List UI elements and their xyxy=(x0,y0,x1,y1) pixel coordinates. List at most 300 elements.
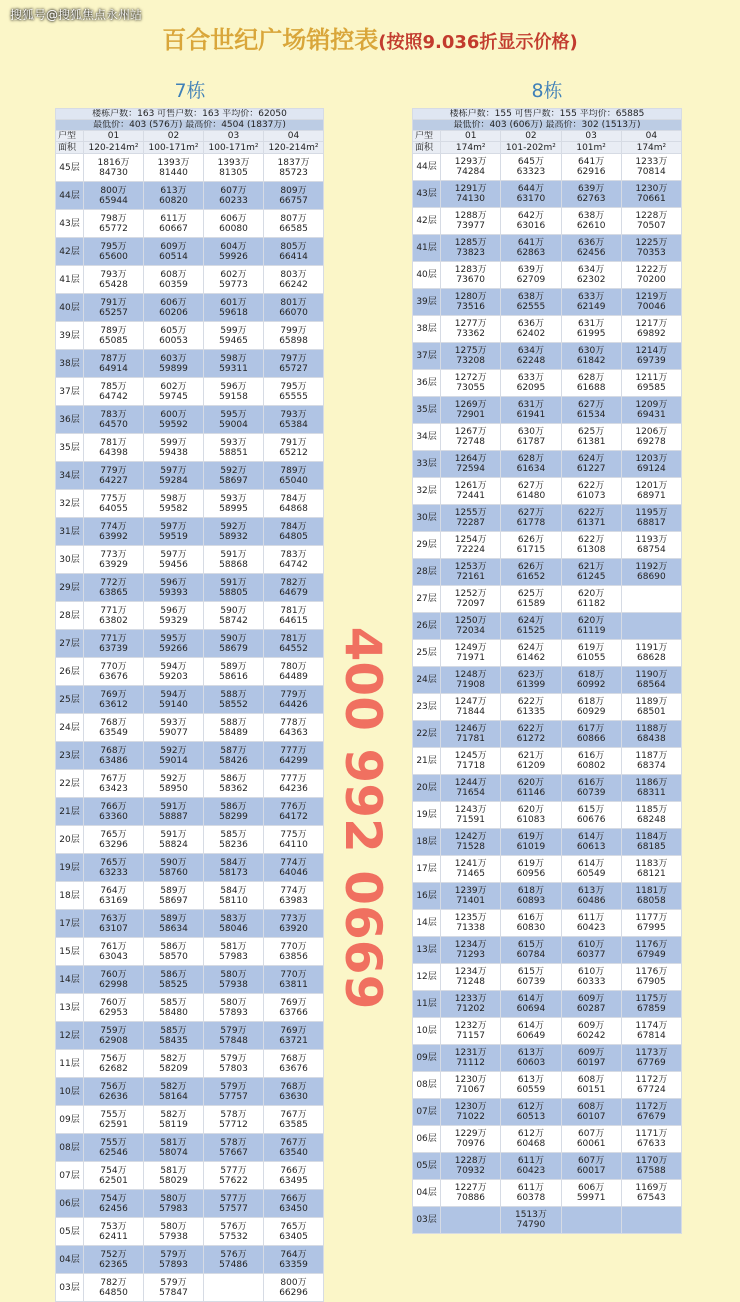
unit-cell xyxy=(84,1246,144,1274)
unit-price-per-sqm: 62456 xyxy=(99,1203,128,1214)
unit-cell xyxy=(621,532,681,559)
unit-total-price: 580万 xyxy=(160,1193,187,1204)
unit-price-per-sqm: 58932 xyxy=(219,531,248,542)
unit-cell xyxy=(144,238,204,266)
unit-total-price: 1233万 xyxy=(454,994,487,1004)
unit-total-price: 1183万 xyxy=(635,859,668,869)
unit-price-per-sqm: 61534 xyxy=(576,410,606,420)
unit-cell xyxy=(144,966,204,994)
unit-price-per-sqm: 73670 xyxy=(456,275,486,285)
unit-price-per-sqm: 59329 xyxy=(159,615,188,626)
unit-cell xyxy=(204,1246,264,1274)
unit-total-price: 768万 xyxy=(280,1053,307,1064)
unit-cell xyxy=(501,289,561,316)
unit-total-price: 1176万 xyxy=(635,967,668,977)
unit-price-per-sqm: 66414 xyxy=(279,251,308,262)
floor-label: 12层 xyxy=(413,964,441,991)
unit-total-price: 598万 xyxy=(220,353,247,364)
floor-label: 03层 xyxy=(413,1207,441,1234)
unit-cell xyxy=(264,910,324,938)
unit-price-per-sqm: 67543 xyxy=(637,1193,666,1203)
unit-total-price: 622万 xyxy=(578,535,605,545)
unit-cell xyxy=(264,490,324,518)
unit-price-per-sqm: 68754 xyxy=(637,545,666,555)
unit-cell xyxy=(441,613,501,640)
floor-label: 21层 xyxy=(413,748,441,775)
building-8-table xyxy=(412,108,682,1234)
unit-price-per-sqm: 65600 xyxy=(99,251,128,262)
unit-cell xyxy=(501,586,561,613)
unit-total-price: 616万 xyxy=(578,778,605,788)
unit-cell xyxy=(264,994,324,1022)
area-header: 101m² xyxy=(561,142,621,154)
unit-price-per-sqm: 60694 xyxy=(516,1004,546,1014)
unit-total-price: 1170万 xyxy=(635,1156,668,1166)
unit-cell xyxy=(264,1078,324,1106)
unit-total-price: 765万 xyxy=(100,829,127,840)
unit-total-price: 579万 xyxy=(160,1249,187,1260)
unit-total-price: 594万 xyxy=(160,689,187,700)
unit-cell xyxy=(264,854,324,882)
unit-total-price: 1173万 xyxy=(635,1048,668,1058)
unit-cell xyxy=(561,910,621,937)
unit-price-per-sqm: 61688 xyxy=(576,383,606,393)
unit-price-per-sqm: 61589 xyxy=(516,599,546,609)
unit-total-price: 780万 xyxy=(280,661,307,672)
unit-cell xyxy=(441,775,501,802)
floor-row xyxy=(413,289,682,316)
unit-cell xyxy=(561,370,621,397)
unit-total-price: 627万 xyxy=(517,508,545,518)
unit-total-price: 601万 xyxy=(220,297,247,308)
unit-total-price: 596万 xyxy=(160,605,187,616)
unit-price-per-sqm: 62149 xyxy=(576,302,606,312)
unit-cell xyxy=(264,966,324,994)
unit-total-price: 793万 xyxy=(280,409,307,420)
unit-price-per-sqm: 59077 xyxy=(159,727,188,738)
unit-price-per-sqm: 62365 xyxy=(99,1259,128,1270)
unit-total-price: 1393万 xyxy=(217,157,250,168)
unit-price-per-sqm: 70353 xyxy=(637,248,666,258)
unit-cell xyxy=(204,322,264,350)
unit-cell xyxy=(264,462,324,490)
unit-cell xyxy=(144,938,204,966)
page-title xyxy=(0,20,740,55)
unit-total-price: 1293万 xyxy=(454,157,487,167)
unit-cell xyxy=(264,770,324,798)
floor-row xyxy=(413,1126,682,1153)
floor-row xyxy=(56,1106,324,1134)
unit-price-per-sqm: 68971 xyxy=(637,491,666,501)
floor-label: 20层 xyxy=(56,826,84,854)
unit-price-per-sqm: 60513 xyxy=(516,1112,546,1122)
unit-cell xyxy=(144,602,204,630)
unit-cell xyxy=(84,686,144,714)
unit-cell xyxy=(144,350,204,378)
floor-label: 29层 xyxy=(413,532,441,559)
unit-cell xyxy=(501,910,561,937)
floor-row xyxy=(413,478,682,505)
floor-row xyxy=(56,378,324,406)
unit-cell xyxy=(84,966,144,994)
unit-price-per-sqm: 64742 xyxy=(279,559,308,570)
unit-total-price: 645万 xyxy=(517,157,545,167)
unit-total-price: 583万 xyxy=(220,913,247,924)
unit-total-price: 1184万 xyxy=(635,832,668,842)
unit-total-price: 1192万 xyxy=(635,562,668,572)
unit-cell xyxy=(501,370,561,397)
unit-price-per-sqm: 71591 xyxy=(456,815,486,825)
unit-total-price: 585万 xyxy=(160,997,187,1008)
unit-cell xyxy=(561,451,621,478)
unit-total-price: 615万 xyxy=(517,967,545,977)
unit-cell xyxy=(441,1018,501,1045)
unit-cell xyxy=(204,1162,264,1190)
unit-price-per-sqm: 64489 xyxy=(279,671,308,682)
unit-total-price: 797万 xyxy=(280,353,307,364)
unit-total-price: 606万 xyxy=(578,1183,605,1193)
unit-price-per-sqm: 57848 xyxy=(219,1035,248,1046)
unit-total-price: 1228万 xyxy=(454,1156,487,1166)
unit-cell xyxy=(441,505,501,532)
unit-total-price: 1190万 xyxy=(635,670,668,680)
unit-cell xyxy=(144,490,204,518)
unit-cell xyxy=(441,343,501,370)
unit-total-price: 1235万 xyxy=(454,913,487,923)
floor-row xyxy=(413,775,682,802)
unit-cell xyxy=(621,1072,681,1099)
floor-label: 09层 xyxy=(56,1106,84,1134)
unit-price-per-sqm: 63585 xyxy=(279,1119,308,1130)
unit-cell xyxy=(561,235,621,262)
unit-price-per-sqm: 66070 xyxy=(279,307,308,318)
unit-price-per-sqm: 61227 xyxy=(576,464,606,474)
unit-cell xyxy=(501,856,561,883)
floor-label: 19层 xyxy=(413,802,441,829)
unit-total-price: 1277万 xyxy=(454,319,487,329)
unit-cell xyxy=(204,1274,264,1302)
floor-row xyxy=(413,181,682,208)
unit-price-per-sqm: 59438 xyxy=(159,447,188,458)
unit-cell xyxy=(84,826,144,854)
floor-row xyxy=(56,518,324,546)
unit-cell xyxy=(561,181,621,208)
unit-price-per-sqm: 63856 xyxy=(279,951,308,962)
floor-label: 08层 xyxy=(413,1072,441,1099)
unit-price-per-sqm: 68564 xyxy=(637,680,666,690)
unit-cell xyxy=(621,829,681,856)
unit-total-price: 600万 xyxy=(160,409,187,420)
unit-price-per-sqm: 68121 xyxy=(637,869,666,879)
unit-total-price: 1171万 xyxy=(635,1129,668,1139)
unit-total-price: 588万 xyxy=(220,717,247,728)
unit-price-per-sqm: 69585 xyxy=(637,383,666,393)
unit-price-per-sqm: 63359 xyxy=(279,1259,308,1270)
unit-cell xyxy=(621,208,681,235)
unit-cell xyxy=(144,518,204,546)
unit-price-per-sqm: 62501 xyxy=(99,1175,128,1186)
unit-cell xyxy=(501,640,561,667)
unit-cell xyxy=(561,343,621,370)
unit-cell xyxy=(264,154,324,182)
unit-price-per-sqm: 59519 xyxy=(159,531,188,542)
unit-cell xyxy=(144,770,204,798)
unit-cell xyxy=(561,748,621,775)
unit-price-per-sqm: 64805 xyxy=(279,531,308,542)
unit-cell xyxy=(144,686,204,714)
floor-label: 23层 xyxy=(56,742,84,770)
unit-total-price: 585万 xyxy=(220,829,247,840)
unit-price-per-sqm: 61119 xyxy=(576,626,606,636)
unit-cell xyxy=(441,1045,501,1072)
unit-total-price: 1191万 xyxy=(635,643,668,653)
floor-label: 29层 xyxy=(56,574,84,602)
unit-cell xyxy=(561,1180,621,1207)
unit-cell xyxy=(204,770,264,798)
unit-price-per-sqm: 58616 xyxy=(219,671,248,682)
unit-price-per-sqm: 58119 xyxy=(159,1119,188,1130)
unit-price-per-sqm: 74130 xyxy=(456,194,486,204)
floor-row xyxy=(56,154,324,182)
unit-cell xyxy=(441,208,501,235)
floor-label: 13层 xyxy=(413,937,441,964)
floor-row xyxy=(413,721,682,748)
unit-total-price: 619万 xyxy=(517,832,545,842)
unit-total-price: 619万 xyxy=(578,643,605,653)
unit-total-price: 609万 xyxy=(578,1021,605,1031)
floor-label: 10层 xyxy=(413,1018,441,1045)
floor-label: 13层 xyxy=(56,994,84,1022)
unit-total-price: 633万 xyxy=(578,292,605,302)
unit-price-per-sqm: 69739 xyxy=(637,356,666,366)
unit-total-price: 1252万 xyxy=(454,589,487,599)
floor-label: 32层 xyxy=(413,478,441,505)
unit-total-price: 602万 xyxy=(160,381,187,392)
unit-price-per-sqm: 59266 xyxy=(159,643,188,654)
unit-cell xyxy=(561,1018,621,1045)
unit-total-price: 614万 xyxy=(578,832,605,842)
unit-total-price: 580万 xyxy=(160,1221,187,1232)
unit-total-price: 599万 xyxy=(220,325,247,336)
unit-price-per-sqm: 72748 xyxy=(456,437,486,447)
unit-cell xyxy=(264,266,324,294)
unit-cell xyxy=(84,490,144,518)
unit-total-price: 1242万 xyxy=(454,832,487,842)
unit-total-price: 1219万 xyxy=(635,292,668,302)
unit-price-per-sqm: 60739 xyxy=(576,788,606,798)
unit-cell xyxy=(204,910,264,938)
unit-cell xyxy=(441,235,501,262)
unit-total-price: 597万 xyxy=(160,465,187,476)
unit-cell xyxy=(144,994,204,1022)
unit-price-per-sqm: 66242 xyxy=(279,279,308,290)
unit-price-per-sqm: 62636 xyxy=(99,1091,128,1102)
unit-price-per-sqm: 60423 xyxy=(516,1166,546,1176)
unit-price-per-sqm: 62456 xyxy=(576,248,606,258)
unit-total-price: 609万 xyxy=(578,994,605,1004)
unit-price-per-sqm: 64552 xyxy=(279,643,308,654)
unit-price-per-sqm: 63612 xyxy=(99,699,128,710)
unit-price-per-sqm: 61371 xyxy=(576,518,606,528)
unit-cell xyxy=(441,289,501,316)
unit-cell xyxy=(501,559,561,586)
unit-total-price: 615万 xyxy=(517,940,545,950)
unit-price-per-sqm: 60468 xyxy=(516,1139,546,1149)
unit-price-per-sqm: 57983 xyxy=(159,1203,188,1214)
floor-row xyxy=(413,748,682,775)
unit-cell xyxy=(621,1018,681,1045)
unit-total-price: 800万 xyxy=(280,1277,307,1288)
floor-row xyxy=(56,826,324,854)
floor-label: 24层 xyxy=(56,714,84,742)
unit-cell xyxy=(621,235,681,262)
unit-cell xyxy=(441,829,501,856)
floor-row xyxy=(56,938,324,966)
unit-cell xyxy=(84,1274,144,1302)
unit-price-per-sqm: 59014 xyxy=(159,755,188,766)
unit-price-per-sqm: 63739 xyxy=(99,643,128,654)
unit-total-price: 607万 xyxy=(578,1129,605,1139)
unit-total-price: 1243万 xyxy=(454,805,487,815)
unit-price-per-sqm: 64426 xyxy=(279,699,308,710)
unit-cell xyxy=(561,991,621,1018)
floor-row xyxy=(56,602,324,630)
floor-label: 25层 xyxy=(413,640,441,667)
unit-cell xyxy=(441,262,501,289)
unit-cell xyxy=(84,658,144,686)
unit-price-per-sqm: 57532 xyxy=(219,1231,248,1242)
unit-price-per-sqm: 71248 xyxy=(456,977,486,987)
unit-total-price: 1288万 xyxy=(454,211,487,221)
unit-total-price: 1246万 xyxy=(454,724,487,734)
unit-total-price: 769万 xyxy=(280,997,307,1008)
unit-price-per-sqm: 68501 xyxy=(637,707,666,717)
unit-price-per-sqm: 60206 xyxy=(159,307,188,318)
unit-price-per-sqm: 58046 xyxy=(219,923,248,934)
floor-label: 11层 xyxy=(56,1050,84,1078)
unit-cell xyxy=(144,182,204,210)
unit-total-price: 770万 xyxy=(280,969,307,980)
floor-label: 06层 xyxy=(56,1190,84,1218)
unit-cell xyxy=(501,1126,561,1153)
unit-cell xyxy=(264,686,324,714)
unit-cell xyxy=(204,490,264,518)
unit-cell xyxy=(561,586,621,613)
unit-price-per-sqm: 64914 xyxy=(99,363,128,374)
unit-total-price: 608万 xyxy=(578,1075,605,1085)
floor-row xyxy=(56,1050,324,1078)
floor-row xyxy=(413,613,682,640)
floor-label: 04层 xyxy=(413,1180,441,1207)
unit-cell xyxy=(144,294,204,322)
unit-total-price: 592万 xyxy=(220,465,247,476)
unit-price-per-sqm: 61787 xyxy=(516,437,546,447)
unit-total-price: 1181万 xyxy=(635,886,668,896)
unit-cell xyxy=(441,937,501,964)
unit-cell xyxy=(441,883,501,910)
unit-price-per-sqm: 65727 xyxy=(279,363,308,374)
unit-price-per-sqm: 59284 xyxy=(159,475,188,486)
unit-price-per-sqm: 58435 xyxy=(159,1035,188,1046)
unit-price-per-sqm: 59926 xyxy=(219,251,248,262)
floor-label: 44层 xyxy=(56,182,84,210)
floor-row xyxy=(413,910,682,937)
unit-total-price: 768万 xyxy=(100,745,127,756)
unit-price-per-sqm: 71112 xyxy=(456,1058,486,1068)
unit-total-price: 579万 xyxy=(160,1277,187,1288)
unit-cell xyxy=(204,154,264,182)
building-summary: 最低价：403 (576万) 最高价：4504 (1837万) xyxy=(56,120,324,131)
unit-price-per-sqm: 60287 xyxy=(576,1004,606,1014)
unit-price-per-sqm: 58362 xyxy=(219,783,248,794)
unit-price-per-sqm: 60676 xyxy=(576,815,606,825)
unit-cell xyxy=(144,1078,204,1106)
unit-cell xyxy=(501,208,561,235)
floor-row xyxy=(56,714,324,742)
unit-price-per-sqm: 65555 xyxy=(279,391,308,402)
unit-cell xyxy=(441,451,501,478)
floor-row xyxy=(413,397,682,424)
unit-price-per-sqm: 64110 xyxy=(279,839,308,850)
unit-cell xyxy=(501,235,561,262)
unit-price-per-sqm: 58887 xyxy=(159,811,188,822)
unit-cell xyxy=(204,1078,264,1106)
unit-cell xyxy=(144,1134,204,1162)
unit-total-price: 621万 xyxy=(517,751,545,761)
unit-price-per-sqm: 58173 xyxy=(219,867,248,878)
unit-cell xyxy=(561,964,621,991)
floor-label: 34层 xyxy=(56,462,84,490)
unit-cell xyxy=(264,406,324,434)
floor-label: 26层 xyxy=(56,658,84,686)
unit-cell xyxy=(501,397,561,424)
unit-cell xyxy=(84,602,144,630)
floor-row xyxy=(413,829,682,856)
unit-price-per-sqm: 58868 xyxy=(219,559,248,570)
unit-price-per-sqm: 58634 xyxy=(159,923,188,934)
unit-cell xyxy=(84,266,144,294)
unit-cell xyxy=(621,451,681,478)
unit-total-price: 1206万 xyxy=(635,427,668,437)
unit-price-per-sqm: 58824 xyxy=(159,839,188,850)
unit-total-price: 642万 xyxy=(517,211,545,221)
floor-row xyxy=(413,1045,682,1072)
floor-label: 08层 xyxy=(56,1134,84,1162)
unit-price-per-sqm: 62998 xyxy=(99,979,128,990)
unit-cell xyxy=(204,574,264,602)
unit-total-price: 582万 xyxy=(160,1053,187,1064)
unit-cell xyxy=(621,559,681,586)
unit-total-price: 639万 xyxy=(578,184,605,194)
unit-cell xyxy=(144,574,204,602)
unit-total-price: 769万 xyxy=(100,689,127,700)
area-header: 100-171m² xyxy=(144,142,204,154)
unit-price-per-sqm: 60802 xyxy=(576,761,606,771)
unit-total-price: 1837万 xyxy=(277,157,310,168)
unit-cell xyxy=(441,964,501,991)
unit-price-per-sqm: 61073 xyxy=(576,491,606,501)
unit-total-price: 789万 xyxy=(100,325,127,336)
unit-total-price: 1209万 xyxy=(635,400,668,410)
unit-price-per-sqm: 66757 xyxy=(279,195,308,206)
area-header: 174m² xyxy=(441,142,501,154)
unit-total-price: 1176万 xyxy=(635,940,668,950)
unit-cell xyxy=(144,266,204,294)
unit-cell xyxy=(144,462,204,490)
unit-price-per-sqm: 74790 xyxy=(516,1220,546,1230)
unit-price-per-sqm: 71401 xyxy=(456,896,486,906)
unit-price-per-sqm: 64046 xyxy=(279,867,308,878)
